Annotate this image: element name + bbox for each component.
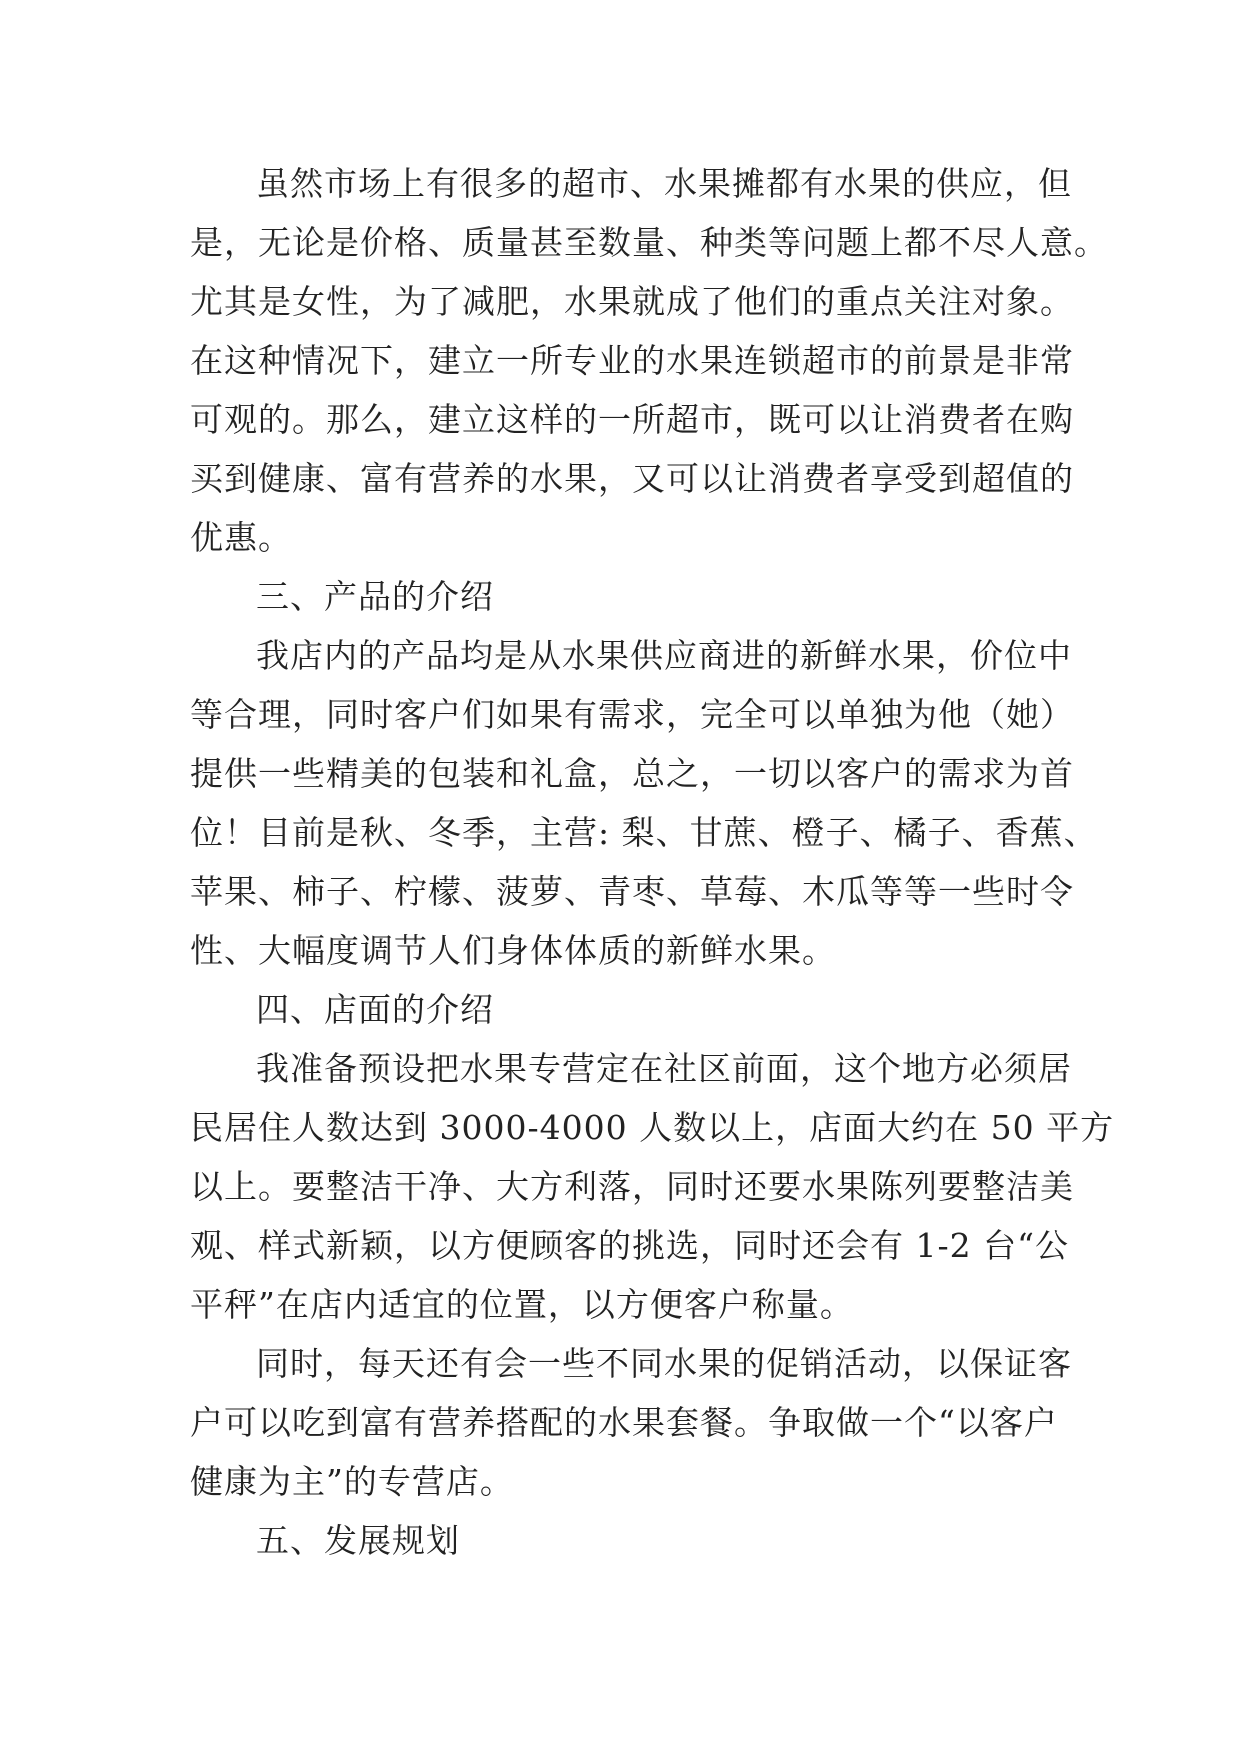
intro-paragraph: [190, 154, 1108, 567]
storefront-paragraph: [190, 1039, 1115, 1334]
text-line: 可观的。那么，建立这样的一所超市，既可以让消费者在购: [190, 400, 1074, 439]
section-heading-development: 五、发展规划: [256, 1521, 460, 1560]
text-line: 尤其是女性，为了减肥，水果就成了他们的重点关注对象。: [190, 282, 1074, 321]
text-line: 优惠。: [190, 518, 292, 557]
text-line: 在这种情况下，建立一所专业的水果连锁超市的前景是非常: [190, 341, 1074, 380]
text-line: 虽然市场上有很多的超市、水果摊都有水果的供应，但: [256, 164, 1072, 203]
section-heading-products: 三、产品的介绍: [256, 577, 494, 616]
text-line: 同时，每天还有会一些不同水果的促销活动，以保证客: [256, 1344, 1072, 1383]
text-line: 位！目前是秋、冬季，主营: 梨、甘蔗、橙子、橘子、香蕉、: [190, 813, 1098, 852]
text-line: 平秤”在店内适宜的位置，以方便客户称量。: [190, 1285, 854, 1324]
text-line: 性、大幅度调节人们身体体质的新鲜水果。: [190, 931, 836, 970]
text-line: 观、样式新颖，以方便顾客的挑选，同时还会有 1-2 台“公: [190, 1226, 1069, 1265]
text-line: 户可以吃到富有营养搭配的水果套餐。争取做一个“以客户: [190, 1403, 1058, 1442]
products-paragraph: [190, 626, 1098, 980]
document-body: [190, 154, 1115, 1570]
text-line: 苹果、柿子、柠檬、菠萝、青枣、草莓、木瓜等等一些时令: [190, 872, 1074, 911]
text-line: 民居住人数达到 3000-4000 人数以上，店面大约在 50 平方: [190, 1108, 1115, 1147]
text-line: 我店内的产品均是从水果供应商进的新鲜水果，价位中: [256, 636, 1072, 675]
text-line: 买到健康、富有营养的水果，又可以让消费者享受到超值的: [190, 459, 1074, 498]
text-line: 是，无论是价格、质量甚至数量、种类等问题上都不尽人意。: [190, 223, 1108, 262]
text-line: 以上。要整洁干净、大方利落，同时还要水果陈列要整洁美: [190, 1167, 1074, 1206]
text-line: 我准备预设把水果专营定在社区前面，这个地方必须居: [256, 1049, 1072, 1088]
text-line: 等合理，同时客户们如果有需求，完全可以单独为他（她）: [190, 695, 1074, 734]
text-line: 提供一些精美的包装和礼盒，总之，一切以客户的需求为首: [190, 754, 1074, 793]
promotion-paragraph: [190, 1334, 1070, 1511]
section-heading-storefront: 四、店面的介绍: [256, 990, 494, 1029]
text-line: 健康为主”的专营店。: [190, 1462, 514, 1501]
